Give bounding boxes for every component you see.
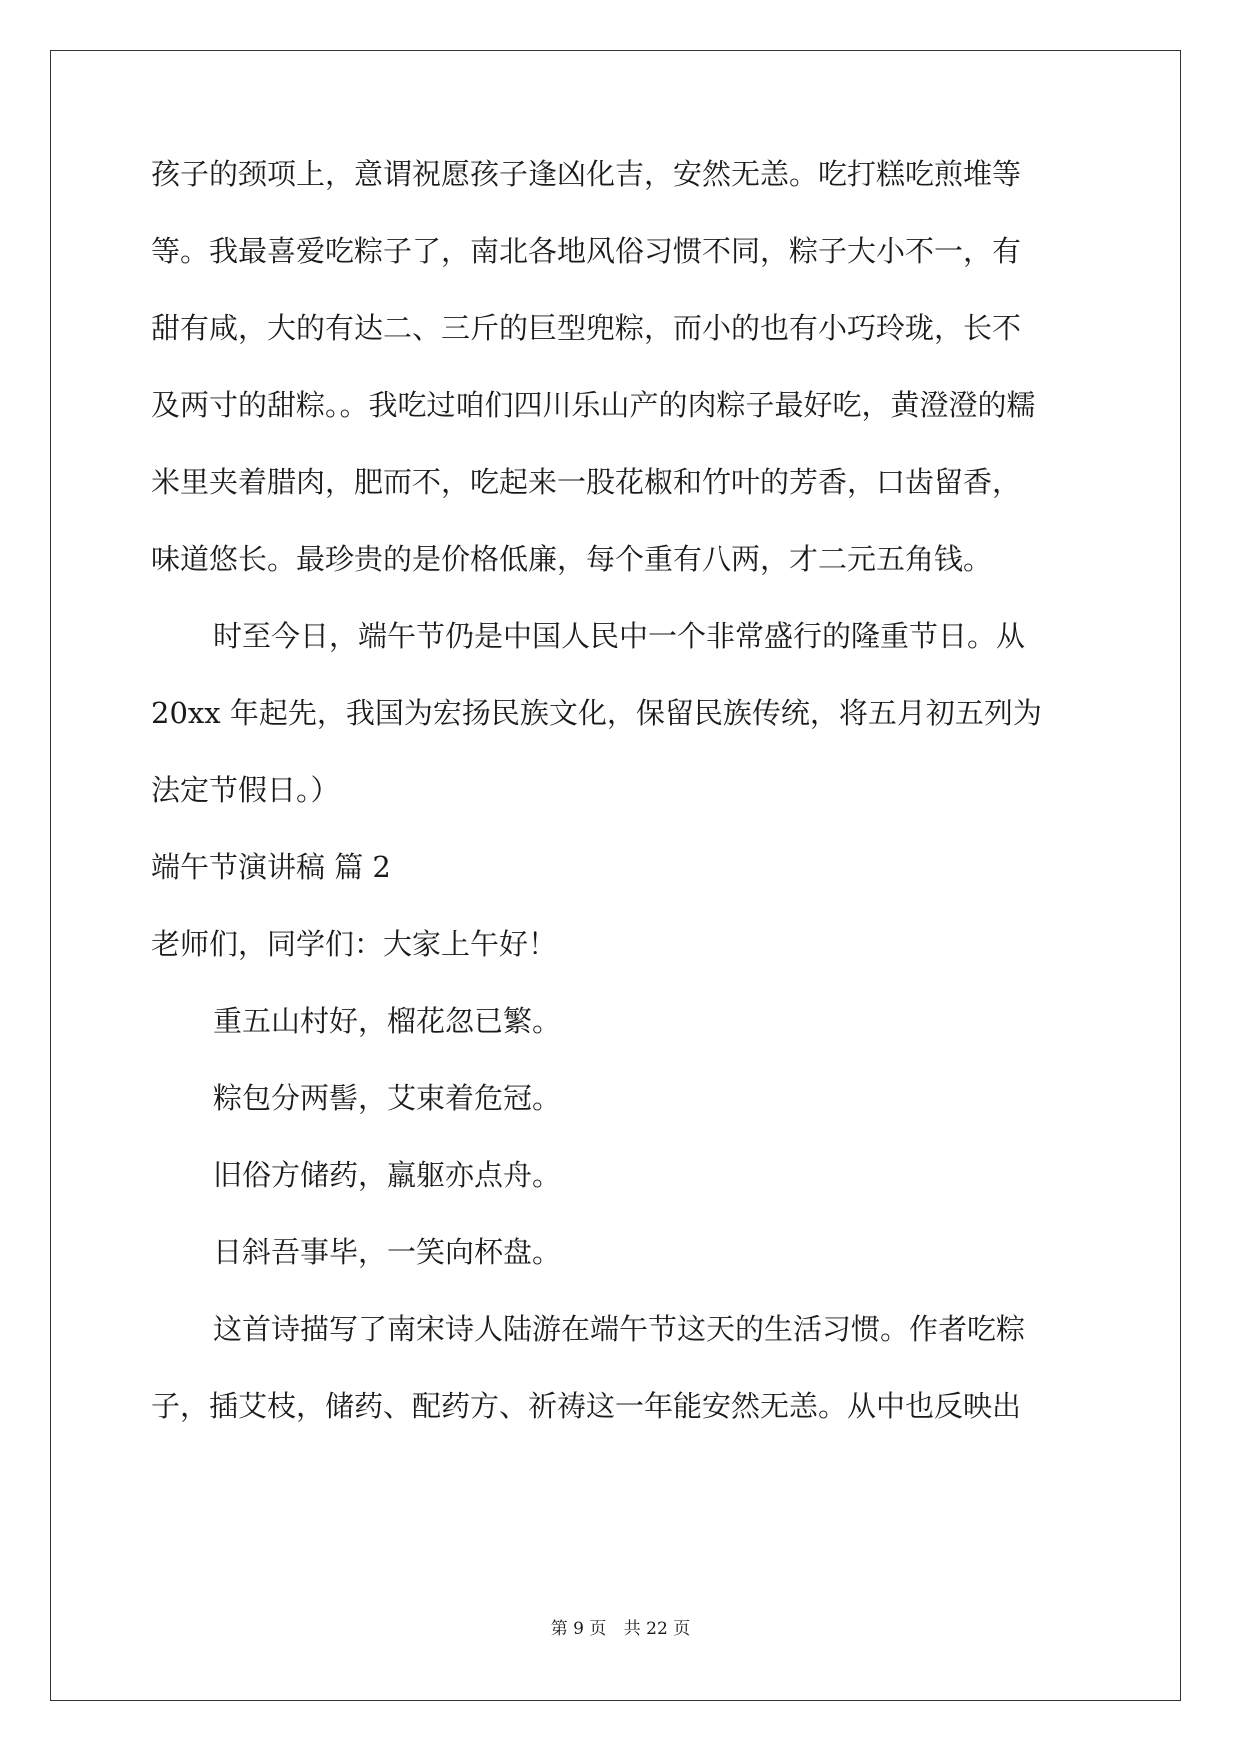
- body-line: 米里夹着腊肉，肥而不，吃起来一股花椒和竹叶的芳香，口齿留香，: [151, 465, 1022, 499]
- page-number: 第 9 页: [550, 1619, 607, 1639]
- body-line: 及两寸的甜粽。。我吃过咱们四川乐山产的肉粽子最好吃，黄澄澄的糯: [151, 388, 1036, 422]
- body-line: 20xx 年起先，我国为宏扬民族文化，保留民族传统，将五月初五列为: [151, 696, 1042, 730]
- paragraph-start: 这首诗描写了南宋诗人陆游在端午节这天的生活习惯。作者吃粽: [213, 1312, 1026, 1346]
- paragraph-start: 时至今日，端午节仍是中国人民中一个非常盛行的隆重节日。从: [213, 619, 1026, 653]
- body-line: 子，插艾枝，储药、配药方、祈祷这一年能安然无恙。从中也反映出: [151, 1389, 1022, 1423]
- body-line: 等。我最喜爱吃粽子了，南北各地风俗习惯不同，粽子大小不一，有: [151, 234, 1022, 268]
- body-line: 甜有咸，大的有达二、三斤的巨型兜粽，而小的也有小巧玲珑，长不: [151, 311, 1022, 345]
- poem-line: 粽包分两髻，艾束着危冠。: [213, 1081, 562, 1115]
- greeting-line: 老师们，同学们：大家上午好！: [151, 927, 558, 961]
- section-heading: 端午节演讲稿 篇 2: [151, 850, 391, 884]
- body-line: 孩子的颈项上，意谓祝愿孩子逢凶化吉，安然无恙。吃打糕吃煎堆等: [151, 157, 1022, 191]
- poem-line: 重五山村好，榴花忽已繁。: [213, 1004, 562, 1038]
- poem-line: 旧俗方储药，羸躯亦点舟。: [213, 1158, 562, 1192]
- poem-line: 日斜吾事毕，一笑向杯盘。: [213, 1235, 562, 1269]
- page-total: 共 22 页: [623, 1619, 691, 1639]
- page-footer: [0, 1618, 1241, 1640]
- body-line: 味道悠长。最珍贵的是价格低廉，每个重有八两，才二元五角钱。: [151, 542, 993, 576]
- body-line: 法定节假日。）: [151, 773, 340, 807]
